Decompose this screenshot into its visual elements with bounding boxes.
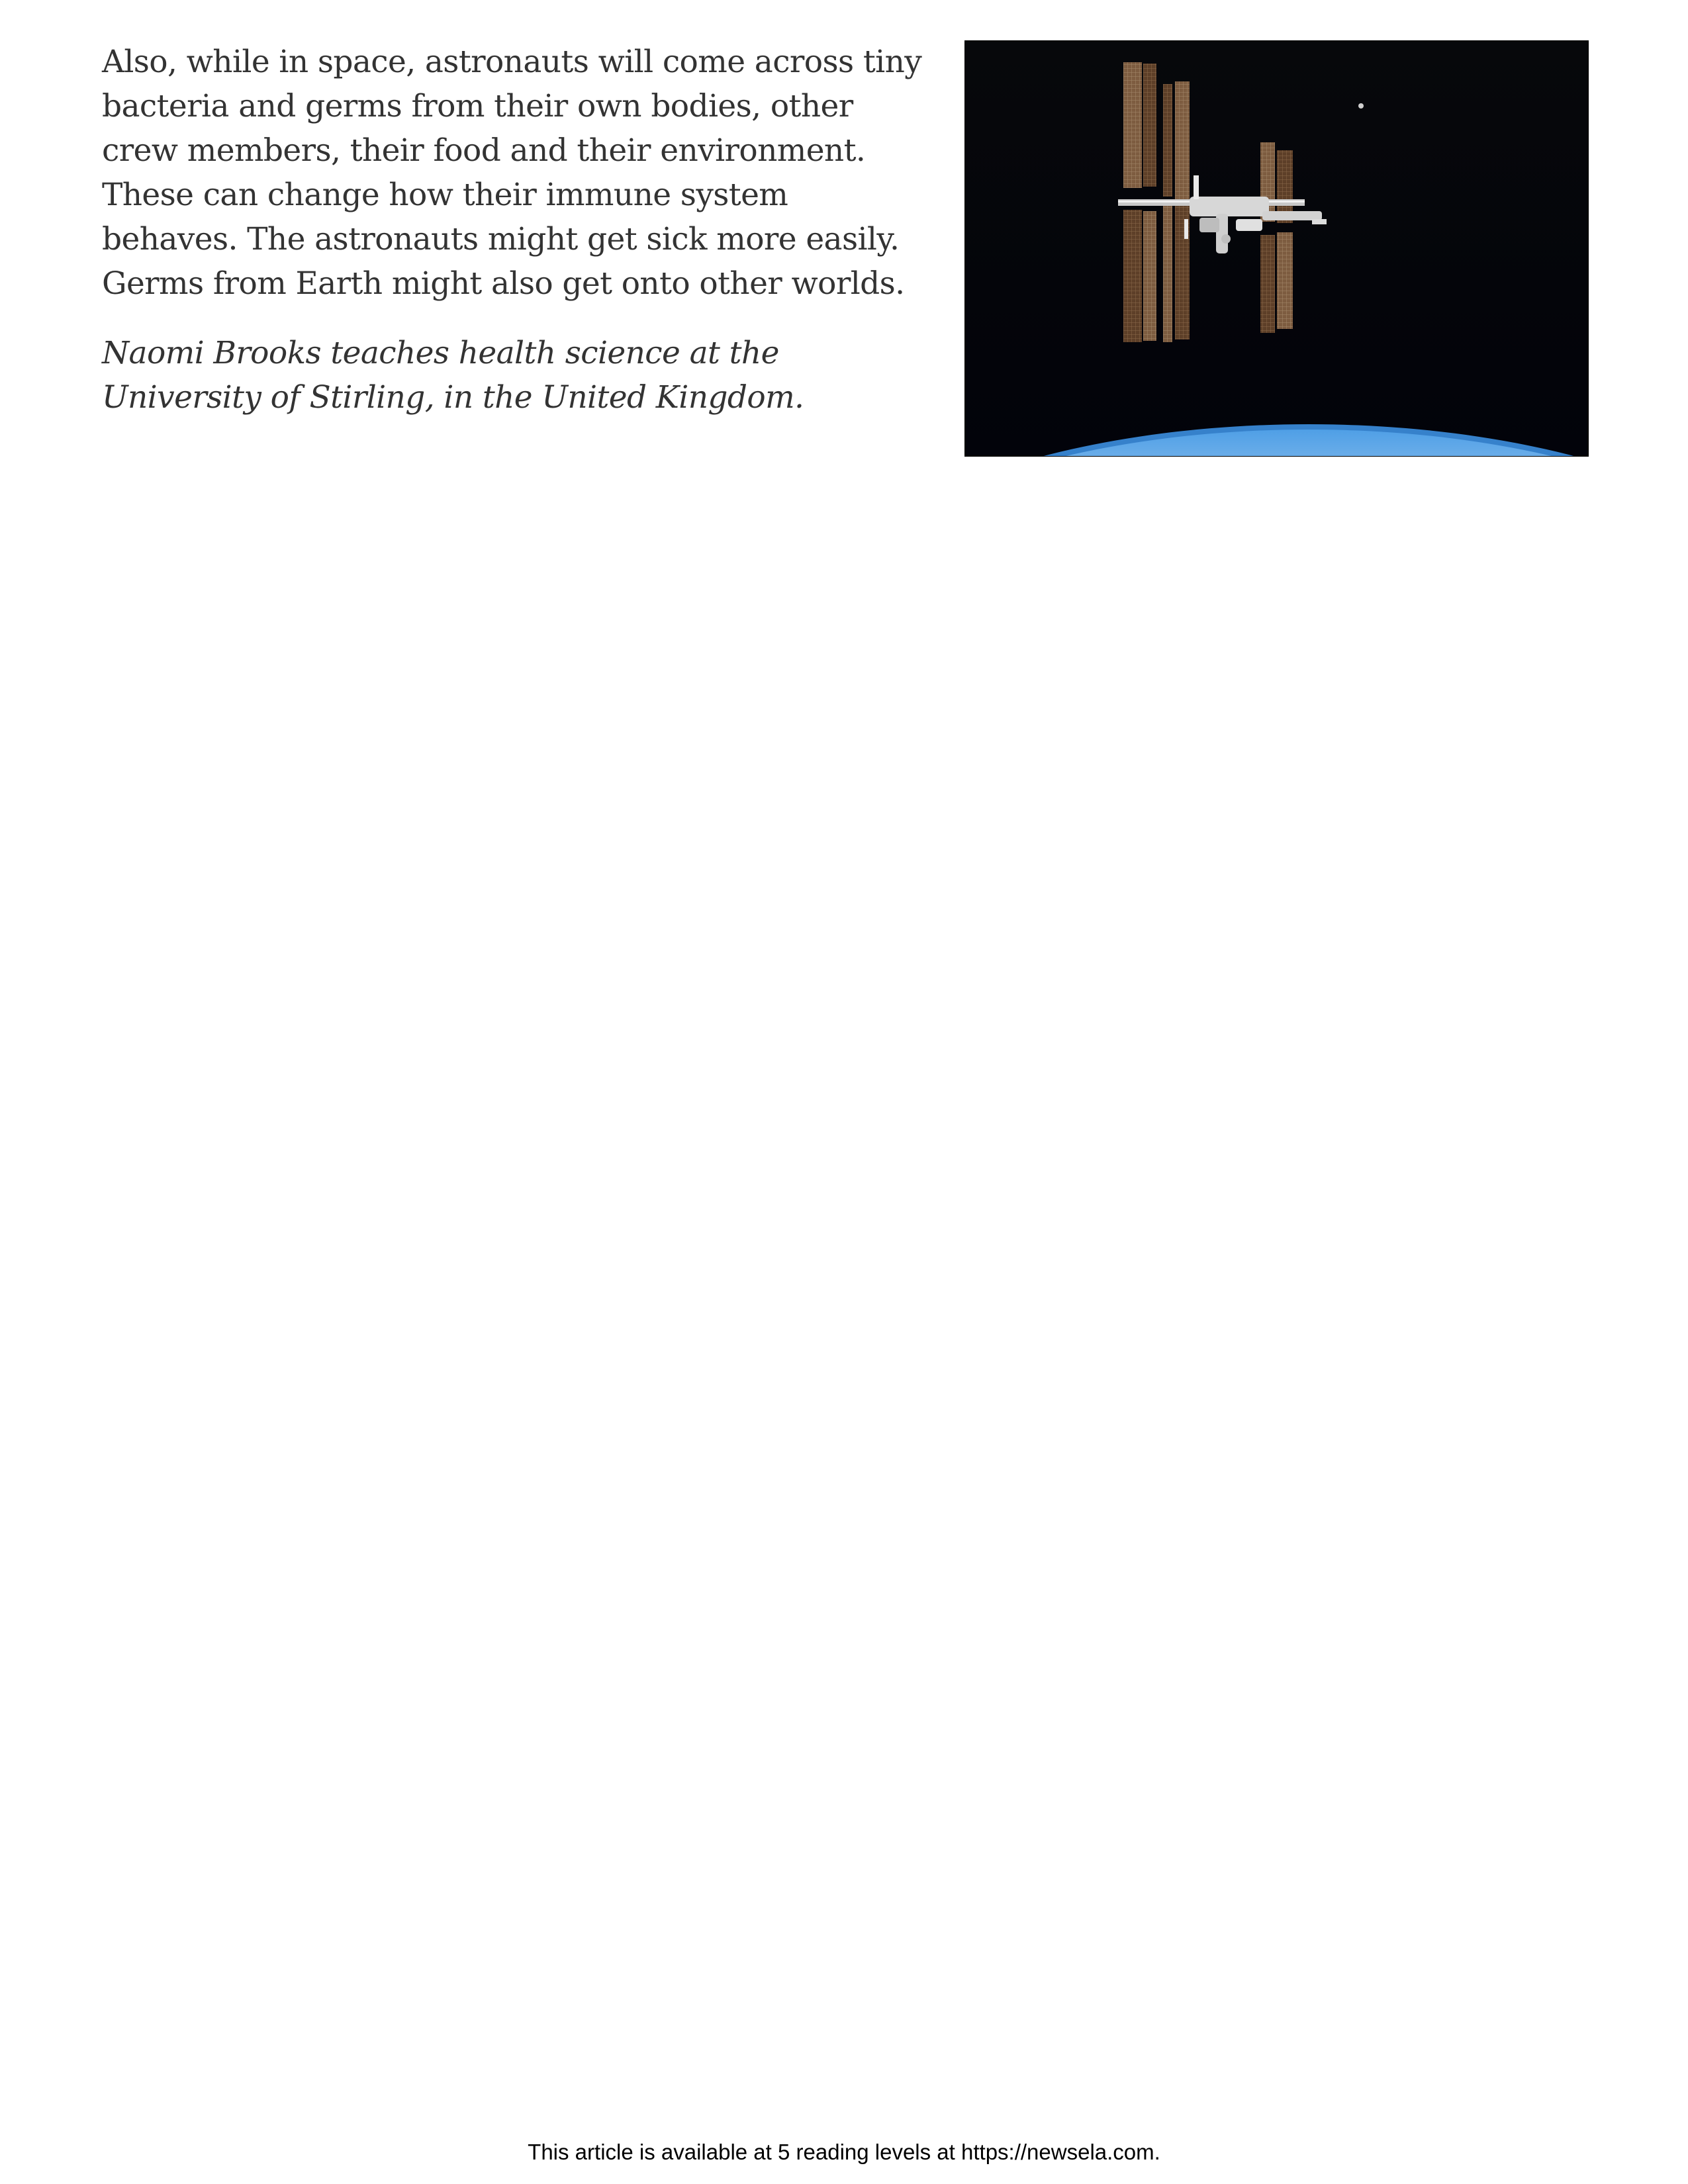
author-byline: Naomi Brooks teaches health science at the University of Stirling, in the United Kingdom. — [102, 335, 804, 416]
space-station-image — [964, 40, 1589, 457]
article-body — [102, 40, 929, 445]
footer-note: This article is available at 5 reading levels at https://newsela.com. — [528, 2140, 1160, 2164]
article-paragraph: Also, while in space, astronauts will come across tiny bacteria and germs from their own bodies, other crew members, their food and their environment. These can change how their immune system behaves. The astronauts might get sick more easily. Germs from Earth might also get onto other worlds. — [102, 44, 922, 302]
space-station-photo — [964, 40, 1589, 457]
